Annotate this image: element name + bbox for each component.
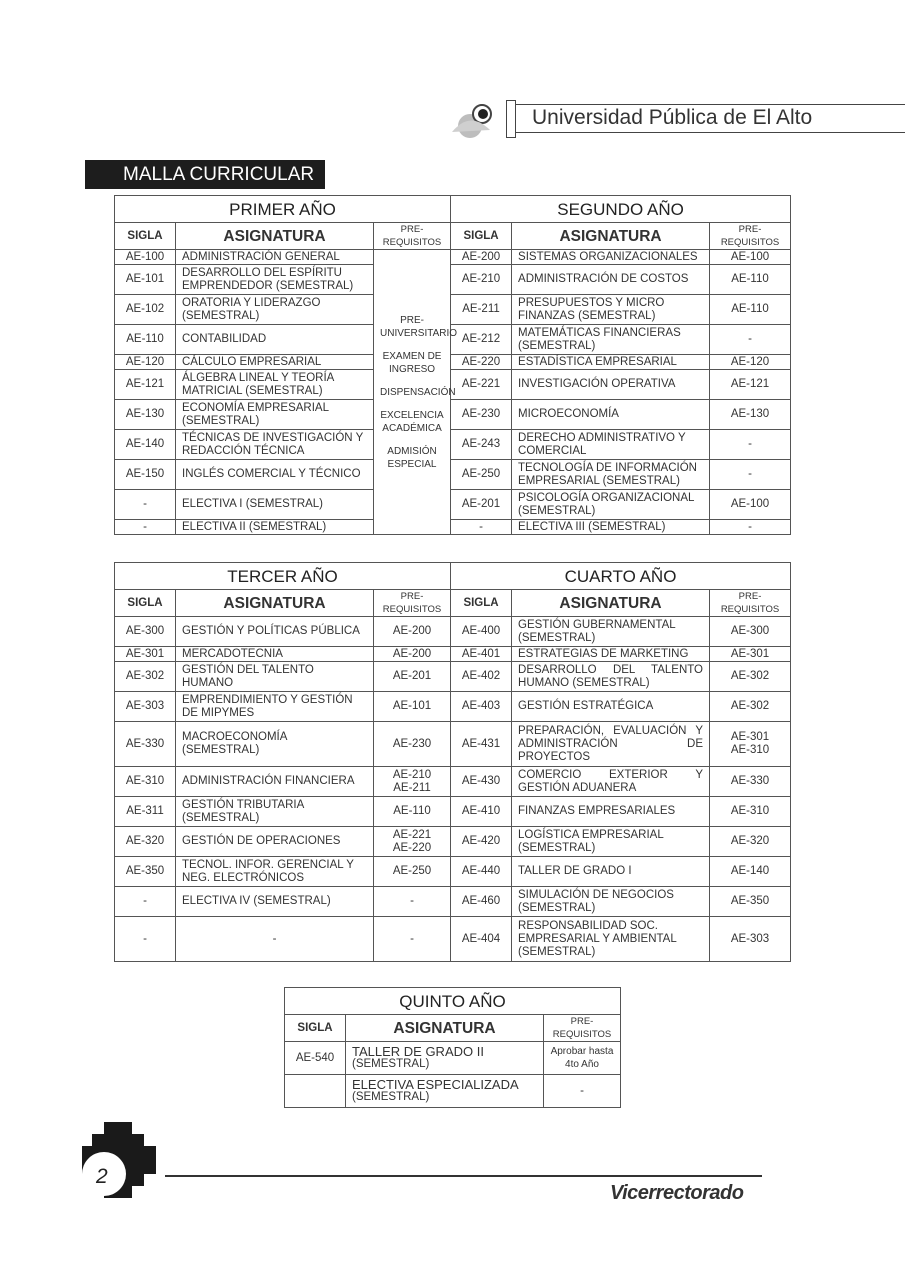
sigla-cell: AE-540 bbox=[285, 1042, 346, 1075]
asignatura-cell: CONTABILIDAD bbox=[176, 325, 374, 355]
prerequisitos-header: PRE-REQUISITOS bbox=[374, 590, 451, 617]
prereq-cell: - bbox=[710, 460, 791, 490]
sigla-header: SIGLA bbox=[115, 590, 176, 617]
sigla-cell: AE-243 bbox=[451, 430, 512, 460]
prereq-cell: AE-320 bbox=[710, 827, 791, 857]
prereq-cell: AE-201 bbox=[374, 662, 451, 692]
asignatura-cell: GESTIÓN TRIBUTARIA (SEMESTRAL) bbox=[176, 797, 374, 827]
year3-title: TERCER AÑO bbox=[115, 563, 451, 590]
asignatura-cell bbox=[346, 1042, 544, 1075]
sigla-cell: - bbox=[451, 520, 512, 535]
prereq-cell: AE-110 bbox=[710, 295, 791, 325]
asignatura-cell: ADMINISTRACIÓN GENERAL bbox=[176, 250, 374, 265]
asignatura-cell: DERECHO ADMINISTRATIVO Y COMERCIAL bbox=[512, 430, 710, 460]
prereq-cell: - bbox=[374, 887, 451, 917]
sigla-cell: AE-310 bbox=[115, 767, 176, 797]
sigla-cell: AE-330 bbox=[115, 722, 176, 767]
prereq-cell: - bbox=[710, 430, 791, 460]
section-title: MALLA CURRICULAR bbox=[85, 160, 325, 189]
sigla-cell: AE-121 bbox=[115, 370, 176, 400]
asignatura-cell: EMPRENDIMIENTO Y GESTIÓN DE MIPYMES bbox=[176, 692, 374, 722]
prereq-cell: AE-110 bbox=[710, 265, 791, 295]
asignatura-cell: LOGÍSTICA EMPRESARIAL (SEMESTRAL) bbox=[512, 827, 710, 857]
prereq-line: AE-220 bbox=[392, 841, 432, 854]
asignatura-cell: GESTIÓN ESTRATÉGICA bbox=[512, 692, 710, 722]
prereq-cell: - bbox=[544, 1075, 621, 1108]
prereq-cell: AE-100 bbox=[710, 490, 791, 520]
asignatura-cell: PREPARACIÓN, EVALUACIÓN Y ADMINISTRACIÓN DE PROYECTOS bbox=[512, 722, 710, 767]
sigla-cell: - bbox=[115, 520, 176, 535]
sigla-cell: AE-100 bbox=[115, 250, 176, 265]
prereq-cell: AE-302 bbox=[710, 692, 791, 722]
sigla-cell: AE-402 bbox=[451, 662, 512, 692]
prereq-option: PRE-UNIVERSITARIO bbox=[380, 314, 458, 339]
table-row bbox=[115, 355, 791, 370]
chakana-icon bbox=[82, 1118, 166, 1202]
asignatura-cell: ESTADÍSTICA EMPRESARIAL bbox=[512, 355, 710, 370]
sigla-cell: AE-430 bbox=[451, 767, 512, 797]
table-row bbox=[115, 662, 791, 692]
asignatura-cell: ELECTIVA IV (SEMESTRAL) bbox=[176, 887, 374, 917]
prereq-cell: - bbox=[710, 520, 791, 535]
prereq-cell: AE-230 bbox=[374, 722, 451, 767]
prereq-option: EXCELENCIA ACADÉMICA bbox=[380, 409, 444, 434]
prereq-line: AE-210 bbox=[392, 768, 432, 781]
university-logo-icon bbox=[450, 96, 510, 140]
sigla-cell: AE-101 bbox=[115, 265, 176, 295]
prereq-cell: Aprobar hasta 4to Año bbox=[544, 1042, 621, 1075]
table-row bbox=[115, 617, 791, 647]
sigla-cell: AE-350 bbox=[115, 857, 176, 887]
table-row bbox=[115, 797, 791, 827]
asignatura-header: ASIGNATURA bbox=[176, 223, 374, 250]
sigla-cell: AE-140 bbox=[115, 430, 176, 460]
sigla-cell bbox=[285, 1075, 346, 1108]
table-row bbox=[115, 827, 791, 857]
table-row bbox=[115, 887, 791, 917]
prereq-cell: AE-101 bbox=[374, 692, 451, 722]
prereq-cell: AE-100 bbox=[710, 250, 791, 265]
sigla-cell: AE-460 bbox=[451, 887, 512, 917]
prereq-cell: AE-130 bbox=[710, 400, 791, 430]
sigla-cell: AE-300 bbox=[115, 617, 176, 647]
table-row bbox=[115, 490, 791, 520]
asignatura-cell: INGLÉS COMERCIAL Y TÉCNICO bbox=[176, 460, 374, 490]
year1-prerequisites bbox=[374, 250, 458, 535]
sigla-cell: AE-150 bbox=[115, 460, 176, 490]
asignatura-cell: ADMINISTRACIÓN FINANCIERA bbox=[176, 767, 374, 797]
prereq-line: AE-211 bbox=[393, 781, 431, 794]
years-1-2-table bbox=[114, 195, 791, 535]
asignatura-cell: GESTIÓN DE OPERACIONES bbox=[176, 827, 374, 857]
prereq-cell: AE-140 bbox=[710, 857, 791, 887]
page-header bbox=[450, 96, 905, 140]
asignatura-cell: ELECTIVA III (SEMESTRAL) bbox=[512, 520, 710, 535]
sigla-cell: - bbox=[115, 887, 176, 917]
sigla-cell: - bbox=[115, 490, 176, 520]
asignatura-cell: SIMULACIÓN DE NEGOCIOS (SEMESTRAL) bbox=[512, 887, 710, 917]
prereq-cell: AE-250 bbox=[374, 857, 451, 887]
asignatura-cell: ECONOMÍA EMPRESARIAL (SEMESTRAL) bbox=[176, 400, 374, 430]
prereq-line: AE-301 bbox=[730, 731, 770, 743]
asignatura-cell: PRESUPUESTOS Y MICRO FINANZAS (SEMESTRAL) bbox=[512, 295, 710, 325]
asignatura-cell: TECNOL. INFOR. GERENCIAL Y NEG. ELECTRÓNICOS bbox=[176, 857, 374, 887]
prereq-cell: AE-200 bbox=[374, 617, 451, 647]
asignatura-cell: PSICOLOGÍA ORGANIZACIONAL (SEMESTRAL) bbox=[512, 490, 710, 520]
sigla-cell: AE-311 bbox=[115, 797, 176, 827]
prereq-option: ADMISIÓN ESPECIAL bbox=[387, 445, 437, 470]
sigla-cell: AE-250 bbox=[451, 460, 512, 490]
sigla-cell: AE-211 bbox=[451, 295, 512, 325]
page-number: 2 bbox=[96, 1165, 108, 1188]
asignatura-cell: MICROECONOMÍA bbox=[512, 400, 710, 430]
table-row bbox=[115, 265, 791, 295]
sigla-cell: AE-220 bbox=[451, 355, 512, 370]
prereq-cell: AE-120 bbox=[710, 355, 791, 370]
asignatura-cell: COMERCIO EXTERIOR Y GESTIÓN ADUANERA bbox=[512, 767, 710, 797]
sigla-cell: AE-301 bbox=[115, 647, 176, 662]
asignatura-cell: ELECTIVA I (SEMESTRAL) bbox=[176, 490, 374, 520]
asignatura-cell: DESARROLLO DEL ESPÍRITU EMPRENDEDOR (SEMESTRAL) bbox=[176, 265, 374, 295]
sigla-cell: AE-302 bbox=[115, 662, 176, 692]
sigla-cell: AE-120 bbox=[115, 355, 176, 370]
years-3-4-table bbox=[114, 562, 791, 962]
asignatura-name: TALLER DE GRADO II bbox=[352, 1044, 484, 1059]
asignatura-cell: ORATORIA Y LIDERAZGO (SEMESTRAL) bbox=[176, 295, 374, 325]
sigla-cell: AE-230 bbox=[451, 400, 512, 430]
prereq-cell bbox=[374, 767, 451, 797]
table-row bbox=[115, 722, 791, 767]
table-row bbox=[115, 400, 791, 430]
prereq-cell: AE-121 bbox=[710, 370, 791, 400]
asignatura-cell: GESTIÓN DEL TALENTO HUMANO bbox=[176, 662, 374, 692]
table-row bbox=[115, 917, 791, 962]
asignatura-cell: TALLER DE GRADO I bbox=[512, 857, 710, 887]
prereq-cell: AE-302 bbox=[710, 662, 791, 692]
sigla-cell: AE-401 bbox=[451, 647, 512, 662]
year-5-table bbox=[284, 987, 621, 1108]
prereq-cell: AE-300 bbox=[710, 617, 791, 647]
prereq-option: DISPENSACIÓN bbox=[380, 386, 456, 398]
sigla-cell: AE-200 bbox=[451, 250, 512, 265]
footer-brand: Vicerrectorado bbox=[610, 1182, 744, 1204]
prereq-cell: AE-110 bbox=[374, 797, 451, 827]
asignatura-header: ASIGNATURA bbox=[512, 590, 710, 617]
table-row bbox=[115, 460, 791, 490]
asignatura-cell: ADMINISTRACIÓN DE COSTOS bbox=[512, 265, 710, 295]
prereq-cell bbox=[374, 827, 451, 857]
asignatura-cell: ELECTIVA II (SEMESTRAL) bbox=[176, 520, 374, 535]
prereq-cell: AE-303 bbox=[710, 917, 791, 962]
asignatura-cell: - bbox=[176, 917, 374, 962]
sigla-cell: AE-303 bbox=[115, 692, 176, 722]
asignatura-note: (SEMESTRAL) bbox=[352, 1058, 430, 1070]
asignatura-cell: GESTIÓN GUBERNAMENTAL (SEMESTRAL) bbox=[512, 617, 710, 647]
asignatura-cell: GESTIÓN Y POLÍTICAS PÚBLICA bbox=[176, 617, 374, 647]
year4-title: CUARTO AÑO bbox=[451, 563, 791, 590]
sigla-cell: AE-110 bbox=[115, 325, 176, 355]
prereq-cell: - bbox=[374, 917, 451, 962]
prereq-cell: AE-301 bbox=[710, 647, 791, 662]
sigla-cell: AE-420 bbox=[451, 827, 512, 857]
table-row bbox=[285, 1075, 621, 1108]
sigla-header: SIGLA bbox=[115, 223, 176, 250]
sigla-cell: AE-212 bbox=[451, 325, 512, 355]
asignatura-cell: ESTRATEGIAS DE MARKETING bbox=[512, 647, 710, 662]
sigla-cell: AE-210 bbox=[451, 265, 512, 295]
asignatura-cell: MATEMÁTICAS FINANCIERAS (SEMESTRAL) bbox=[512, 325, 710, 355]
sigla-cell: AE-431 bbox=[451, 722, 512, 767]
asignatura-cell: DESARROLLO DEL TALENTO HUMANO (SEMESTRAL) bbox=[512, 662, 710, 692]
prerequisitos-header: PRE-REQUISITOS bbox=[710, 223, 791, 250]
asignatura-cell: MACROECONOMÍA (SEMESTRAL) bbox=[176, 722, 374, 767]
prereq-line: AE-310 bbox=[730, 744, 770, 756]
sigla-cell: AE-102 bbox=[115, 295, 176, 325]
prerequisitos-header: PRE-REQUISITOS bbox=[710, 590, 791, 617]
asignatura-cell: SISTEMAS ORGANIZACIONALES bbox=[512, 250, 710, 265]
university-name: Universidad Pública de El Alto bbox=[532, 106, 813, 129]
year1-title: PRIMER AÑO bbox=[115, 196, 451, 223]
sigla-cell: AE-221 bbox=[451, 370, 512, 400]
table-row bbox=[115, 857, 791, 887]
asignatura-header: ASIGNATURA bbox=[512, 223, 710, 250]
prereq-cell: AE-350 bbox=[710, 887, 791, 917]
sigla-cell: AE-201 bbox=[451, 490, 512, 520]
table-row bbox=[115, 647, 791, 662]
asignatura-cell: ÁLGEBRA LINEAL Y TEORÍA MATRICIAL (SEMESTRAL) bbox=[176, 370, 374, 400]
prereq-cell: AE-330 bbox=[710, 767, 791, 797]
year2-title: SEGUNDO AÑO bbox=[451, 196, 791, 223]
asignatura-header: ASIGNATURA bbox=[346, 1015, 544, 1042]
asignatura-cell bbox=[346, 1075, 544, 1108]
table-row bbox=[115, 767, 791, 797]
asignatura-cell: MERCADOTECNIA bbox=[176, 647, 374, 662]
sigla-cell: AE-400 bbox=[451, 617, 512, 647]
prereq-cell: - bbox=[710, 325, 791, 355]
sigla-cell: AE-403 bbox=[451, 692, 512, 722]
year5-title: QUINTO AÑO bbox=[285, 988, 621, 1015]
sigla-cell: - bbox=[115, 917, 176, 962]
prerequisitos-header: PRE-REQUISITOS bbox=[374, 223, 451, 250]
prereq-option: EXAMEN DE INGRESO bbox=[382, 350, 442, 375]
asignatura-cell: FINANZAS EMPRESARIALES bbox=[512, 797, 710, 827]
sigla-cell: AE-130 bbox=[115, 400, 176, 430]
prereq-cell bbox=[710, 722, 791, 767]
sigla-cell: AE-320 bbox=[115, 827, 176, 857]
asignatura-cell: TECNOLOGÍA DE INFORMACIÓN EMPRESARIAL (SEMESTRAL) bbox=[512, 460, 710, 490]
prerequisitos-header: PRE-REQUISITOS bbox=[544, 1015, 621, 1042]
asignatura-cell: INVESTIGACIÓN OPERATIVA bbox=[512, 370, 710, 400]
table-row bbox=[115, 692, 791, 722]
sigla-header: SIGLA bbox=[451, 223, 512, 250]
sigla-header: SIGLA bbox=[285, 1015, 346, 1042]
prereq-cell: AE-200 bbox=[374, 647, 451, 662]
sigla-cell: AE-440 bbox=[451, 857, 512, 887]
sigla-cell: AE-410 bbox=[451, 797, 512, 827]
table-row bbox=[115, 295, 791, 325]
table-row bbox=[115, 250, 791, 265]
asignatura-cell: CÁLCULO EMPRESARIAL bbox=[176, 355, 374, 370]
prereq-cell: AE-310 bbox=[710, 797, 791, 827]
footer-divider bbox=[165, 1175, 762, 1177]
prereq-line: AE-221 bbox=[392, 828, 432, 841]
table-row bbox=[285, 1042, 621, 1075]
asignatura-note: (SEMESTRAL) bbox=[352, 1091, 430, 1103]
sigla-header: SIGLA bbox=[451, 590, 512, 617]
sigla-cell: AE-404 bbox=[451, 917, 512, 962]
asignatura-cell: RESPONSABILIDAD SOC. EMPRESARIAL Y AMBIENTAL (SEMESTRAL) bbox=[512, 917, 710, 962]
asignatura-cell: TÉCNICAS DE INVESTIGACIÓN Y REDACCIÓN TÉCNICA bbox=[176, 430, 374, 460]
table-row bbox=[115, 430, 791, 460]
asignatura-header: ASIGNATURA bbox=[176, 590, 374, 617]
asignatura-name: ELECTIVA ESPECIALIZADA bbox=[352, 1077, 519, 1092]
table-row bbox=[115, 520, 791, 535]
